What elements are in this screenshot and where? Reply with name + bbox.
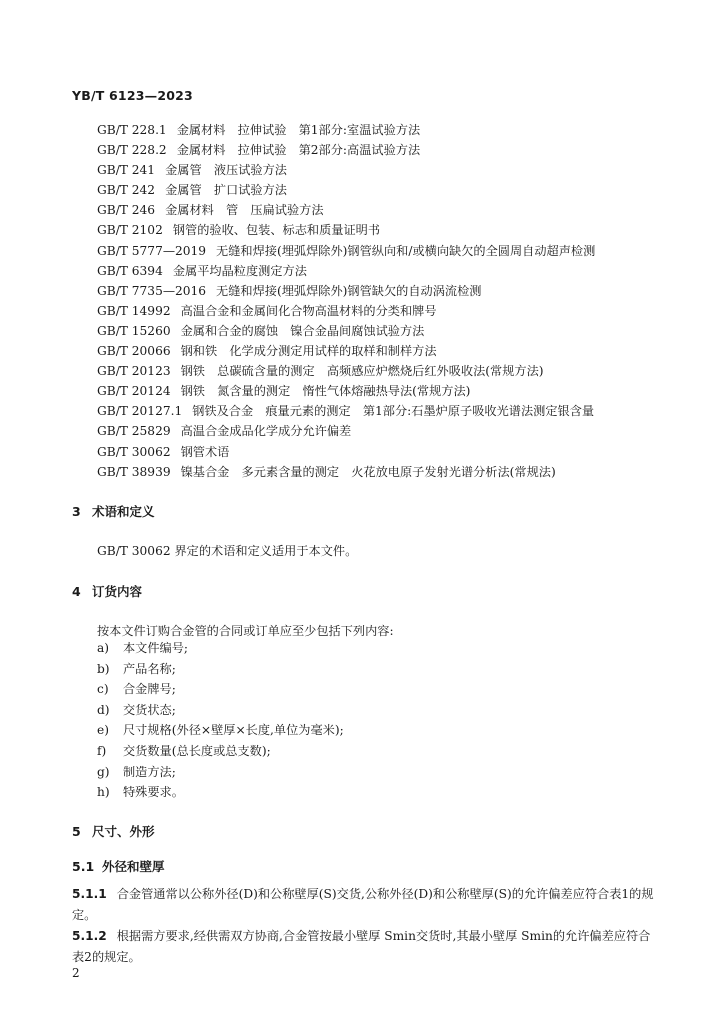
- list-item-label: g): [97, 764, 110, 779]
- section-5-heading: [72, 822, 155, 840]
- reference-item: [97, 220, 697, 240]
- reference-item: [97, 200, 697, 220]
- order-content-list: [97, 638, 344, 803]
- section-title: 外径和壁厚: [102, 859, 165, 874]
- reference-item: [97, 140, 697, 160]
- reference-code: GB/T 14992: [97, 303, 171, 318]
- section-number: 5.1: [72, 859, 95, 874]
- list-item: [97, 741, 344, 762]
- reference-title: 金属管 液压试验方法: [165, 163, 287, 178]
- reference-title: 金属材料 管 压扁试验方法: [165, 203, 324, 218]
- reference-item: [97, 361, 697, 381]
- list-item-text: 合金牌号;: [123, 682, 176, 697]
- clause-5-1-1: [72, 884, 662, 926]
- reference-item: [97, 442, 697, 462]
- list-item-text: 本文件编号;: [123, 641, 189, 655]
- reference-title: 无缝和焊接(埋弧焊除外)钢管缺欠的自动涡流检测: [216, 283, 482, 298]
- reference-code: GB/T 7735—2016: [97, 283, 207, 298]
- reference-title: 无缝和焊接(埋弧焊除外)钢管纵向和/或横向缺欠的全圆周自动超声检测: [216, 243, 596, 258]
- reference-code: GB/T 20124: [97, 384, 171, 399]
- reference-item: [97, 401, 697, 421]
- reference-code: GB/T 5777—2019: [97, 243, 207, 258]
- section-3-heading: [72, 502, 155, 520]
- reference-code: GB/T 25829: [97, 424, 171, 439]
- list-item-text: 交货状态;: [123, 702, 176, 717]
- reference-item: [97, 160, 697, 180]
- document-id-header: YB/T 6123—2023: [72, 88, 193, 103]
- list-item-text: 制造方法;: [123, 764, 176, 779]
- list-item-text: 特殊要求。: [123, 785, 184, 800]
- list-item: [97, 762, 344, 783]
- reference-title: 钢和铁 化学成分测定用试样的取样和制样方法: [180, 344, 437, 359]
- list-item-label: c): [97, 682, 109, 697]
- reference-code: GB/T 20127.1: [97, 404, 183, 419]
- list-item-label: h): [97, 785, 110, 800]
- reference-item: [97, 120, 697, 140]
- list-item: [97, 679, 344, 700]
- reference-item: [97, 381, 697, 401]
- clause-number: 5.1.2: [72, 929, 107, 943]
- reference-title: 金属和合金的腐蚀 镍合金晶间腐蚀试验方法: [180, 323, 425, 338]
- section-title: 尺寸、外形: [92, 824, 155, 839]
- reference-code: GB/T 241: [97, 163, 156, 178]
- reference-item: [97, 301, 697, 321]
- reference-code: GB/T 15260: [97, 323, 171, 338]
- reference-item: [97, 421, 697, 441]
- reference-code: GB/T 246: [97, 203, 156, 218]
- section-4-heading: [72, 582, 142, 600]
- list-item-text: 产品名称;: [123, 661, 176, 676]
- reference-item: [97, 462, 697, 482]
- section-number: 3: [72, 504, 81, 519]
- list-item-label: a): [97, 641, 110, 655]
- reference-title: 钢铁 总碳硫含量的测定 高频感应炉燃烧后红外吸收法(常规方法): [180, 364, 544, 379]
- list-item-text: 交货数量(总长度或总支数);: [123, 743, 271, 758]
- list-item-label: f): [97, 743, 107, 758]
- section-5-1-heading: [72, 857, 165, 875]
- clause-text: 根据需方要求,经供需双方协商,合金管按最小壁厚 Smin交货时,其最小壁厚 Smin的允许偏差应符合表2的规定。: [72, 929, 651, 964]
- reference-code: GB/T 228.1: [97, 123, 167, 137]
- list-item-label: b): [97, 661, 110, 676]
- section-3-text: GB/T 30062 界定的术语和定义适用于本文件。: [97, 544, 358, 558]
- reference-title: 钢铁及合金 痕量元素的测定 第1部分:石墨炉原子吸收光谱法测定银含量: [192, 404, 595, 419]
- page-number: 2: [72, 966, 80, 980]
- normative-references-list: [97, 120, 697, 482]
- reference-title: 金属材料 拉伸试验 第2部分:高温试验方法: [176, 143, 421, 158]
- list-item-label: e): [97, 723, 109, 738]
- section-number: 5: [72, 824, 81, 839]
- reference-title: 钢管术语: [180, 444, 230, 459]
- list-item: [97, 638, 344, 659]
- reference-code: GB/T 30062: [97, 444, 171, 459]
- reference-item: [97, 261, 697, 281]
- clause-text: 合金管通常以公称外径(D)和公称壁厚(S)交货,公称外径(D)和公称壁厚(S)的允许偏差应符合表1的规定。: [72, 887, 654, 922]
- reference-title: 高温合金和金属间化合物高温材料的分类和牌号: [180, 303, 437, 318]
- clause-number: 5.1.1: [72, 887, 107, 901]
- reference-code: GB/T 20123: [97, 364, 171, 379]
- reference-title: 金属材料 拉伸试验 第1部分:室温试验方法: [176, 123, 421, 137]
- reference-item: [97, 281, 697, 301]
- section-title: 术语和定义: [92, 504, 155, 519]
- list-item: [97, 659, 344, 680]
- reference-item: [97, 341, 697, 361]
- reference-title: 钢管的验收、包装、标志和质量证明书: [172, 223, 381, 238]
- reference-item: [97, 180, 697, 200]
- list-item: [97, 782, 344, 803]
- reference-code: GB/T 6394: [97, 263, 163, 278]
- section-number: 4: [72, 584, 81, 599]
- reference-code: GB/T 228.2: [97, 143, 167, 158]
- reference-title: 高温合金成品化学成分允许偏差: [180, 424, 352, 439]
- section-title: 订货内容: [92, 584, 143, 599]
- reference-code: GB/T 20066: [97, 344, 171, 359]
- clause-5-1-2: [72, 926, 662, 968]
- reference-code: GB/T 38939: [97, 464, 171, 479]
- reference-title: 金属管 扩口试验方法: [165, 183, 287, 198]
- reference-code: GB/T 242: [97, 183, 156, 198]
- reference-code: GB/T 2102: [97, 223, 163, 238]
- reference-title: 金属平均晶粒度测定方法: [172, 263, 307, 278]
- reference-item: [97, 241, 697, 261]
- list-item-text: 尺寸规格(外径×壁厚×长度,单位为毫米);: [123, 723, 344, 738]
- list-item: [97, 720, 344, 741]
- reference-title: 镍基合金 多元素含量的测定 火花放电原子发射光谱分析法(常规法): [180, 464, 556, 479]
- list-item: [97, 700, 344, 721]
- list-item-label: d): [97, 702, 110, 717]
- reference-item: [97, 321, 697, 341]
- reference-title: 钢铁 氮含量的测定 惰性气体熔融热导法(常规方法): [180, 384, 471, 399]
- section-4-intro: 按本文件订购合金管的合同或订单应至少包括下列内容:: [97, 624, 394, 638]
